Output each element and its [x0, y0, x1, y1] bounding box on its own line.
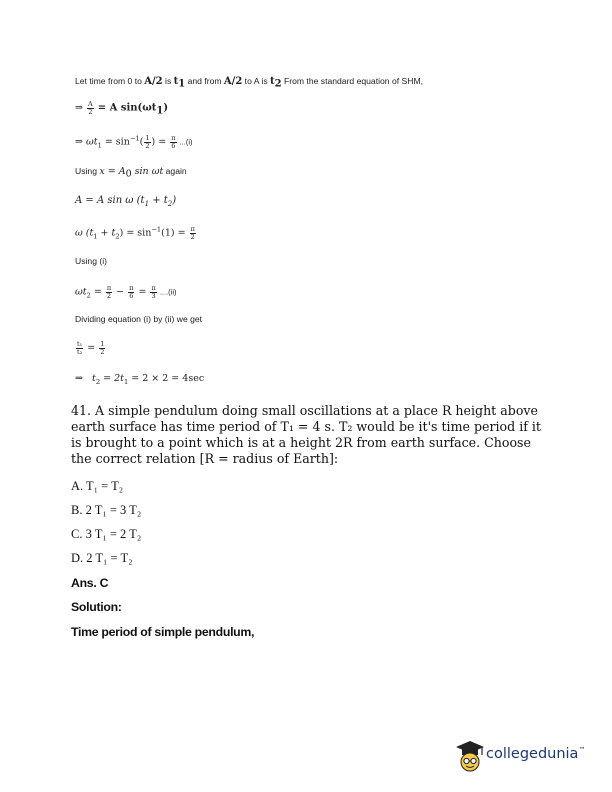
intro-line: Let time from 0 to A/2 is $t_1$ and from A/2 to A is $t_2$ From the standard equation of SHM, [75, 76, 423, 90]
solution-line: Time period of simple pendulum, [71, 625, 255, 639]
equation-4: ω $(t_1 + t_2) = \sin^{-1}(1)$ = $\frac{\pi}{2}$ [75, 225, 195, 241]
using-i-line: Using (i) [75, 256, 107, 266]
equation-7: ⇒ $t_2 = 2t_1 = 2 \times 2 = 4\sec$ [75, 373, 205, 386]
option-c: C. 3 T₁ = 2 T₂ [71, 527, 142, 541]
option-d: D. 2 T₁ = T₂ [71, 551, 133, 565]
answer-label: Ans. C [71, 576, 109, 590]
dividing-line: Dividing equation (i) by (ii) we get [75, 314, 203, 324]
option-a: A. T₁ = T₂ [71, 479, 124, 493]
question-41: 41. A simple pendulum doing small oscillations at a place R height above earth surface has time period of T₁ = 4 s. T₂ would be it's time period if it is brought to a point which is at a height 2R from earth surface. Choose the correct relation [R = radius of Earth]: [71, 403, 541, 466]
graduate-mascot-icon [452, 738, 488, 774]
equation-3: A = A sin ω $(t_1 + t_2)$ [75, 195, 177, 208]
using-x-line: Using $x = A_0$ sin ωt again [75, 166, 187, 180]
solution-label: Solution: [71, 600, 122, 614]
equation-1: ⇒ $\frac{A}{2}$ = A $\sin(\omega t_1)$ [75, 100, 169, 117]
equation-6: $\frac{\text{t₁}}{\text{t₂}}$ = $\frac{1}{2}$ [77, 340, 105, 356]
option-b: B. 2 T₁ = 3 T₂ [71, 503, 142, 517]
logo-text: collegedunia™ [486, 746, 586, 762]
equation-2: ⇒ $\omega t_1 = \sin^{-1}$( $\frac{1}{2}$ ) = $\frac{\pi}{6}$ ...(i) [75, 134, 193, 150]
equation-5: $\omega t_2$ = $\frac{\pi}{2}$ − $\frac{\pi}{6}$ = $\frac{\pi}{3}$ ....(ii) [75, 284, 177, 300]
